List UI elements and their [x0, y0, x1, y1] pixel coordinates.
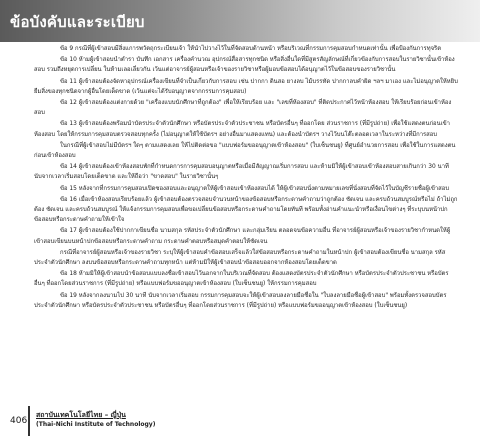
- rule-paragraph: ข้อ 12 ผู้เข้าสอบต้องแต่งกายด้วย "เครื่องแบบนักศึกษาที่ถูกต้อง" เพื่อให้เรียบร้อย และ "เลขที่ห้องสอบ" ที่ติดประกาศไว้หน้าห้องสอบ ให้เรียบร้อยก่อนเข้าห้องสอบ: [34, 100, 452, 117]
- rule-paragraph: ข้อ 16 เมื่อเข้าห้องสอบเรียบร้อยแล้ว ผู้เข้าสอบต้องตรวจสอบจำนวนหน้าของข้อสอบหรือกระดาษคำถามว่าถูกต้อง ชัดเจน และครบถ้วนสมบูรณ์หรือไม่ ถ้าไม่ถูกต้อง ชัดเจน และครบถ้วนสมบูรณ์ ให้แจ้งกรรมการคุมสอบเพื่อขอเปลี่ยนข้อสอบหรือกระดาษคำถามโดยทันที พร้อมทั้งอ่านคำแนะนำหรือเงื่อนไขต่างๆ ที่ระบุบนหน้าปกข้อสอบหรือกระดาษคำถามให้เข้าใจ: [34, 196, 458, 224]
- section-title: ข้อบังคับและระเบียบ: [10, 13, 145, 31]
- page-header: [0, 0, 480, 42]
- rule-paragraph: ข้อ 14 ผู้เข้าสอบต้องเข้าห้องสอบพักที่กำหนดการการคุมสอบอนุญาตหรือเมื่อมีสัญญาณเริ่มการสอบ และห้ามมิให้ผู้เข้าสอบเข้าห้องสอบสายเกินกว่า 30 นาที นับจากเวลาเริ่มสอบโดยเด็ดขาด และให้ถือว่า "ขาดสอบ" ในรายวิชานั้นๆ: [34, 164, 449, 181]
- rule-paragraph: ข้อ 11 ผู้เข้าสอบต้องจัดหาอุปกรณ์เครื่องเขียนที่จำเป็นเกี่ยวกับการสอบ เช่น ปากกา ดินสอ ยางลบ ไม้บรรทัด ปากกาลบคำผิด ฯลฯ มาเอง และไม่อนุญาตให้หยิบยืมสิ่งของทุกชนิดจากผู้อื่นโดยเด็ดขาด (เว้นแต่จะได้รับอนุญาตจากกรรมการคุมสอบ): [34, 78, 458, 95]
- institution-name-thai: สถาบันเทคโนโลยีไทย – ญี่ปุ่น: [36, 411, 126, 419]
- institution-name-english: (Thai-Nichi Institute of Technology): [36, 421, 156, 428]
- rule-paragraph: ข้อ 15 หลังจากที่กรรมการคุมสอบเปิดซองสอบและอนุญาตให้ผู้เข้าสอบเข้าห้องสอบได้ ให้ผู้เข้าสอบนั่งตามหมายเลขที่นั่งสอบที่จัดไว้ในบัญชีรายชื่อผู้เข้าสอบ: [60, 185, 450, 192]
- page-footer: [0, 398, 480, 448]
- document-body: [34, 44, 458, 312]
- rule-paragraph: ข้อ 18 ห้ามมิให้ผู้เข้าสอบนำข้อสอบแบบลงชื่อเข้าสอบไว้นอกจากในบริเวณที่จัดสอบ ต้องแสดงบัตรประจำตัวนักศึกษา หรือบัตรประจำตัวประชาชน หรือบัตรอื่นๆ ที่ออกโดยส่วนราชการ (ที่มีรูปถ่าย) หรือแบบฟอร์มขออนุญาตเข้าห้องสอบ (ใบเซ็นชนยู) ให้กรรมการคุมสอบ: [34, 271, 449, 288]
- page-number: 406: [10, 416, 28, 426]
- rule-paragraph: ข้อ 19 หลังจากลงนามไป 30 นาที นับจากเวลาเริ่มสอบ กรรมการคุมสอบจะให้ผู้เข้าสอบลงลายมือชื่อใน "ใบลงลายมือชื่อผู้เข้าสอบ" พร้อมทั้งตรวจสอบบัตรประจำตัวนักศึกษา หรือบัตรประจำตัวประชาชน หรือบัตรอื่นๆ ที่ออกโดยส่วนราชการ (ที่มีรูปถ่าย) หรือแบบฟอร์มขออนุญาตเข้าห้องสอบ (ใบเซ็นชนยู): [34, 292, 447, 309]
- footer-divider: [28, 406, 30, 436]
- rule-paragraph: กรณีที่อาจารย์ผู้สอนหรือเจ้าของรายวิชา ระบุให้ผู้เข้าสอบคำข้อสอบเสร็จแล้วใส่ข้อสอบหรือกระดาษคำถามในหน้าปก ผู้เข้าสอบต้องเขียนชื่อ นามสกุล รหัสประจำตัวนักศึกษา ลงบนข้อสอบหรือกระดาษคำถามทุกหน้า แต่ห้ามมิให้ผู้เข้าสอบนำข้อสอบออกจากห้องสอบโดยเด็ดขาด: [34, 249, 446, 267]
- rule-paragraph: ในกรณีที่ผู้เข้าสอบไม่มีบัตรฯ ใดๆ ตามแสดงเลย ให้ไปติดต่อขอ "แบบฟอร์มขออนุญาตเข้าห้องสอบ" (ใบเซ็นชนยู) ที่ศูนย์อำนวยการสอบ เพื่อใช้ในการแสดงตนก่อนเข้าห้องสอบ: [34, 142, 456, 160]
- rule-paragraph: ข้อ 10 ห้ามผู้เข้าสอบนำตำรา บันทึก เอกสาร เครื่องคำนวณ อุปกรณ์สื่อสารทุกชนิด หรือสิ่งอื่นใดที่มีสูตรสัญลักษณ์ที่เกี่ยวข้องกับการสอบในรายวิชานั้นเข้าห้องสอบ รวมถึงหยุดการเปลี่ยน ในห้ามเลอเลี่ยวกัน เว้นแต่อาจารย์ผู้สอนหรือเจ้าของรายวิชาหรือผู้มอบข้อสอบได้อนุญาตไว้ในข้อสอบของรายวิชานั้น: [34, 57, 455, 74]
- rule-paragraph: ข้อ 13 ผู้เข้าสอบต้องพร้อมนำบัตรประจำตัวนักศึกษา หรือบัตรประจำตัวประชาชน หรือบัตรอื่นๆ ที่ออกโดย ส่วนราชการ (ที่มีรูปถ่าย) เพื่อใช้แสดงตนก่อนเข้าห้องสอบ โดยให้กรรมการคุมสอบตรวจสอบทุกครั้ง (ไม่อนุญาตให้ใช้บัตรฯ อย่างอื่นมาแสดงแทน) และต้องนำบัตรฯ วางไว้บนโต๊ะตลอดเวลาในระหว่างที่มีการสอบ: [34, 121, 450, 138]
- rule-paragraph: ข้อ 9 กรณีที่ผู้เข้าสอบมีสิ่งแการพวัตถุกระเบียนเจ้า ให้นำไปวางไว้ในที่จัดสอบด้านหน้า หรือบริเวณที่กรรมการคุมสอบกำหนดเท่านั้น เพื่อป้องกันการทุจริต: [60, 46, 442, 52]
- rule-paragraph: ข้อ 17 ผู้เข้าสอบต้องใช้ปากกาเขียนชื่อ นามสกุล รหัสประจำตัวนักศึกษา และกลุ่มเรียน ตลอดจนข้อความอื่น ที่อาจารย์ผู้สอนหรือเจ้าของรายวิชากำหนดให้ผู้เข้าสอบเขียนบนหน้าปกข้อสอบหรือกระดาษคำถาม กระดาษคำตอบหรือสมุดคำตอบให้ชัดเจน: [34, 228, 451, 245]
